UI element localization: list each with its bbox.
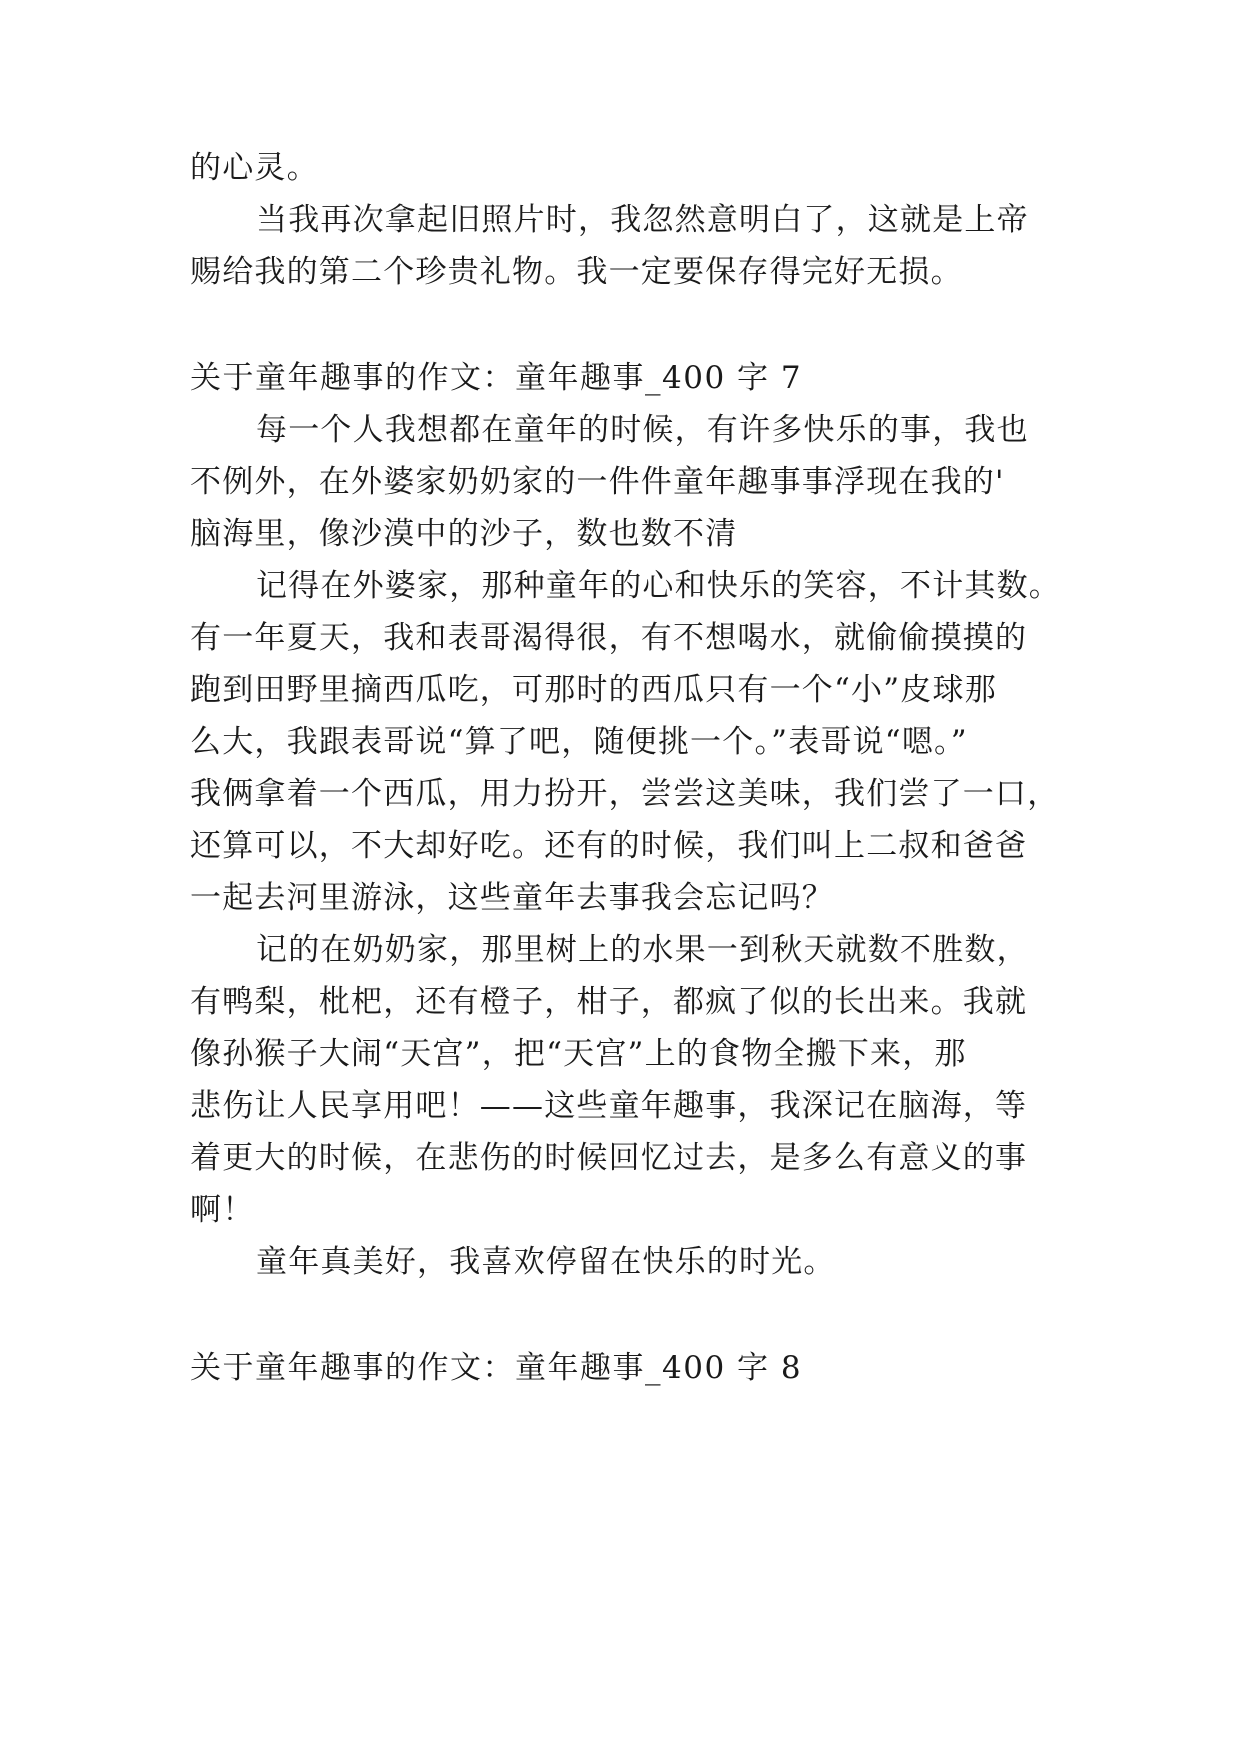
- text-line: 着更大的时候，在悲伤的时候回忆过去，是多么有意义的事: [190, 1140, 1028, 1176]
- text-line: 有鸭梨，枇杷，还有橙子，柑子，都疯了似的长出来。我就: [190, 984, 1028, 1020]
- text-line: 么大，我跟表哥说“算了吧，随便挑一个。”表哥说“嗯。”: [190, 724, 968, 760]
- text-line: 赐给我的第二个珍贵礼物。我一定要保存得完好无损。: [190, 254, 963, 290]
- text-line: 我俩拿着一个西瓜，用力扮开，尝尝这美味，我们尝了一口，: [190, 776, 1060, 812]
- text-line: 还算可以，不大却好吃。还有的时候，我们叫上二叔和爸爸: [190, 828, 1028, 864]
- paragraph-start-line: 记得在外婆家，那种童年的心和快乐的笑容，不计其数。: [256, 568, 1061, 604]
- text-line: 一起去河里游泳，这些童年去事我会忘记吗？: [190, 880, 834, 916]
- paragraph-start-line: 记的在奶奶家，那里树上的水果一到秋天就数不胜数，: [256, 932, 1029, 968]
- text-line: 脑海里，像沙漠中的沙子，数也数不清: [190, 516, 738, 552]
- text-line: 悲伤让人民享用吧！——这些童年趣事，我深记在脑海，等: [190, 1088, 1028, 1124]
- section-heading-7: 关于童年趣事的作文：童年趣事_400 字 7: [190, 360, 803, 396]
- text-line: 像孙猴子大闹“天宫”，把“天宫”上的食物全搬下来，那: [190, 1036, 967, 1072]
- text-line: 不例外，在外婆家奶奶家的一件件童年趣事事浮现在我的': [190, 464, 1005, 500]
- text-line: 跑到田野里摘西瓜吃，可那时的西瓜只有一个“小”皮球那: [190, 672, 997, 708]
- text-line: 有一年夏天，我和表哥渴得很，有不想喝水，就偷偷摸摸的: [190, 620, 1028, 656]
- section-heading-8: 关于童年趣事的作文：童年趣事_400 字 8: [190, 1350, 803, 1386]
- paragraph-start-line: 当我再次拿起旧照片时，我忽然意明白了，这就是上帝: [256, 202, 1029, 238]
- text-line: 的心灵。: [190, 150, 319, 186]
- text-line: 啊！: [190, 1192, 255, 1228]
- paragraph-start-line: 每一个人我想都在童年的时候，有许多快乐的事，我也: [256, 412, 1029, 448]
- paragraph-start-line: 童年真美好，我喜欢停留在快乐的时光。: [256, 1244, 836, 1280]
